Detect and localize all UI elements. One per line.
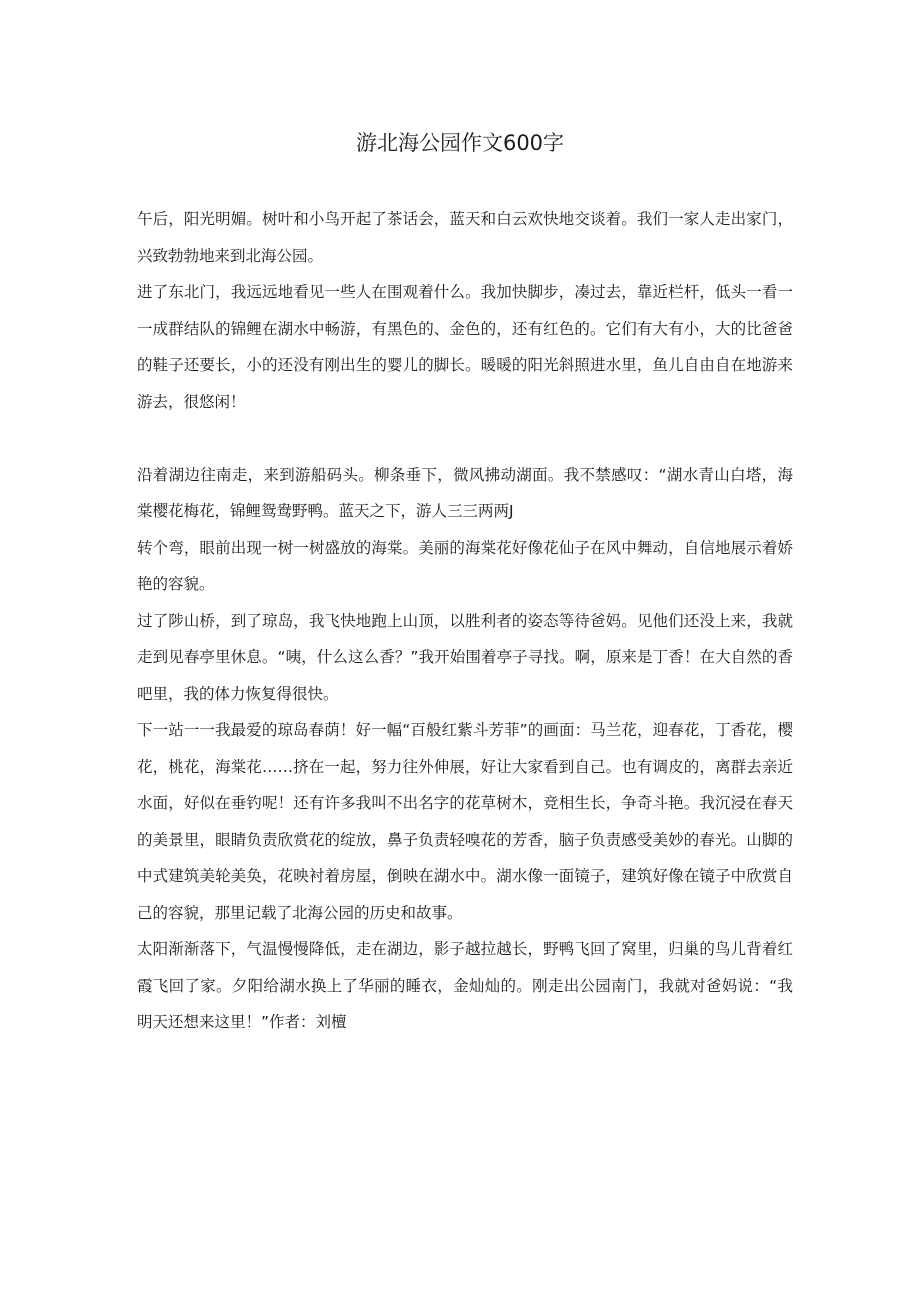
essay-body (137, 201, 793, 1041)
paragraph-7: 太阳渐渐落下，气温慢慢降低，走在湖边，影子越拉越长，野鸭飞回了窝里，归巢的鸟儿背着红霞飞回了家。夕阳给湖水换上了华丽的睡衣，金灿灿的。刚走出公园南门，我就对爸妈说：“我明天还想来这里！”作者：刘檀 (137, 940, 793, 1031)
paragraph-4: 转个弯，眼前出现一树一树盛放的海棠。美丽的海棠花好像花仙子在风中舞动，自信地展示着娇艳的容貌。 (137, 538, 793, 593)
paragraph-6: 下一站一一我最爱的琼岛春荫！好一幅“百般红紫斗芳菲”的画面：马兰花，迎春花，丁香花，樱花，桃花，海棠花……挤在一起，努力往外伸展，好让大家看到自己。也有调皮的，离群去亲近水面，好似在垂钓呢！还有许多我叫不出名字的花草树木，竞相生长，争奇斗艳。我沉浸在春天的美景里，眼睛负责欣赏花的绽放，鼻子负责轻嗅花的芳香，脑子负责感受美妙的春光。山脚的中式建筑美轮美奂，花映衬着房屋，倒映在湖水中。湖水像一面镜子，建筑好像在镜子中欣赏自己的容貌，那里记载了北海公园的历史和故事。 (137, 721, 793, 922)
paragraph-5: 过了陟山桥，到了琼岛，我飞快地跑上山顶，以胜利者的姿态等待爸妈。见他们还没上来，我就走到见春亭里休息。“咦，什么这么香？”我开始围着亭子寻找。啊，原来是丁香！在大自然的香吧里，我的体力恢复得很快。 (137, 611, 793, 703)
page-title: 游北海公园作文600字 (355, 131, 565, 155)
paragraph-3: 沿着湖边往南走，来到游船码头。柳条垂下，微风拂动湖面。我不禁感叹：“湖水青山白塔，海棠樱花梅花，锦鲤鸳鸯野鸭。蓝天之下，游人三三两两J (137, 465, 793, 520)
paragraph-1: 午后，阳光明媚。树叶和小鸟开起了茶话会，蓝天和白云欢快地交谈着。我们一家人走出家门，兴致勃勃地来到北海公园。 (137, 210, 793, 265)
paragraph-gap (137, 420, 793, 457)
paragraph-2: 进了东北门，我远远地看见一些人在围观着什么。我加快脚步，凑过去，靠近栏杆，低头一看一一成群结队的锦鲤在湖水中畅游，有黑色的、金色的，还有红色的。它们有大有小，大的比爸爸的鞋子还要长，小的还没有刚出生的婴儿的脚长。暖暖的阳光斜照进水里，鱼儿自由自在地游来游去，很悠闲！ (137, 283, 793, 411)
